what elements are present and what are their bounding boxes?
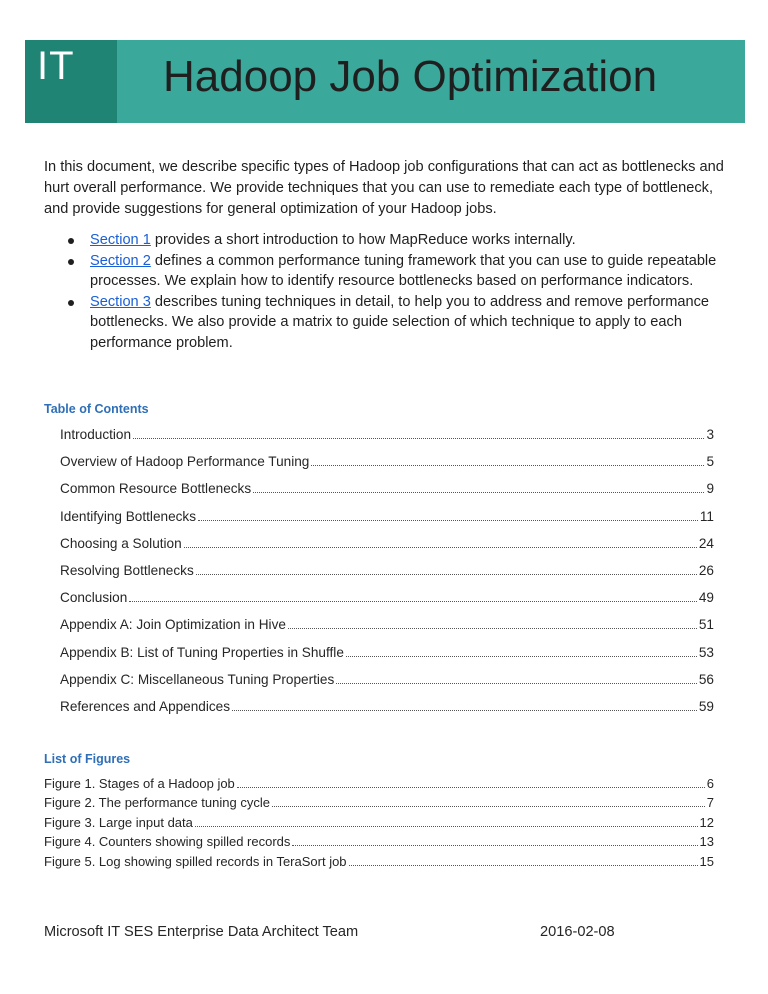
toc-entry-label: Introduction (60, 427, 132, 442)
figures-heading: List of Figures (44, 752, 131, 766)
toc-entry-page: 26 (698, 562, 714, 578)
figure-entry-page: 6 (706, 776, 714, 791)
dot-leader (133, 437, 704, 439)
bullet-dot-icon (68, 300, 74, 306)
toc-entry[interactable] (60, 536, 714, 563)
toc-entry-page: 53 (698, 644, 714, 660)
toc-entry-page: 11 (699, 508, 714, 524)
toc-entry[interactable] (60, 481, 714, 508)
section-3-link[interactable]: Section 3 (90, 293, 151, 310)
dot-leader (349, 864, 698, 866)
toc-entry-label: Common Resource Bottlenecks (60, 481, 252, 497)
toc-entry-label: Appendix B: List of Tuning Properties in Shuffle (60, 644, 344, 660)
dot-leader (288, 627, 697, 629)
toc-entry[interactable] (60, 645, 714, 672)
toc-entry-label: Resolving Bottlenecks (60, 562, 194, 578)
bullet-text: defines a common performance tuning framework that you can use to guide repeatable processes. We explain how to identify resource bottlenecks based on performance indicators. (90, 252, 717, 289)
toc-entry-label: Overview of Hadoop Performance Tuning (60, 454, 310, 470)
toc-entry[interactable] (60, 454, 714, 481)
bullet-section-2 (68, 251, 734, 292)
dot-leader (311, 464, 704, 466)
toc-entry-label: Appendix A: Join Optimization in Hive (60, 617, 286, 633)
figure-entry-page: 13 (699, 834, 714, 850)
figure-entry-page: 7 (706, 795, 714, 811)
toc-entry-page: 51 (698, 617, 714, 633)
figure-entry-label: Figure 1. Stages of a Hadoop job (44, 776, 235, 791)
figure-entry[interactable] (44, 795, 714, 814)
dot-leader (184, 546, 697, 548)
toc-entry[interactable] (60, 563, 714, 590)
section-2-link[interactable]: Section 2 (90, 252, 151, 269)
toc-entry-label: Identifying Bottlenecks (60, 508, 197, 524)
dot-leader (272, 805, 705, 807)
toc-entry-page: 5 (706, 454, 714, 470)
footer-date: 2016-02-08 (540, 924, 615, 940)
intro-paragraph: In this document, we describe specific types of Hadoop job configurations that can act as bottlenecks and hurt overall performance. We provide techniques that you can use to remediate each type of bottleneck, and provide suggestions for general optimization of your Hadoop jobs. (44, 159, 724, 217)
toc-entry-label: Conclusion (60, 590, 128, 606)
figure-entry[interactable] (44, 834, 714, 853)
toc-entry[interactable] (60, 509, 714, 536)
footer-team: Microsoft IT SES Enterprise Data Architect Team (44, 924, 359, 940)
it-badge-label: IT (37, 44, 75, 88)
toc-entry-page: 49 (698, 590, 714, 606)
dot-leader (346, 655, 697, 657)
bullet-section-3 (68, 292, 734, 354)
figure-entry-label: Figure 2. The performance tuning cycle (44, 795, 270, 811)
table-of-contents (60, 427, 714, 726)
toc-entry-page: 9 (706, 481, 714, 497)
document-title: Hadoop Job Optimization (163, 52, 658, 101)
toc-entry[interactable] (60, 427, 714, 454)
section-bullet-list (68, 230, 734, 353)
toc-entry-label: Choosing a Solution (60, 535, 182, 551)
figure-entry[interactable] (44, 815, 714, 834)
dot-leader (336, 682, 697, 684)
section-1-link[interactable]: Section 1 (90, 232, 151, 248)
dot-leader (237, 786, 705, 788)
dot-leader (253, 491, 704, 493)
dot-leader (195, 825, 698, 827)
figure-entry-label: Figure 3. Large input data (44, 814, 193, 830)
figure-entry-label: Figure 5. Log showing spilled records in TeraSort job (44, 853, 347, 869)
dot-leader (198, 519, 698, 521)
toc-entry-label: References and Appendices (60, 698, 231, 714)
toc-entry-page: 24 (698, 535, 714, 551)
dot-leader (196, 573, 697, 575)
figure-entry-page: 12 (699, 814, 714, 830)
dot-leader (292, 844, 697, 846)
toc-entry[interactable] (60, 617, 714, 644)
toc-entry-page: 56 (698, 671, 714, 687)
toc-entry[interactable] (60, 699, 714, 726)
dot-leader (129, 600, 697, 602)
toc-entry[interactable] (60, 672, 714, 699)
toc-entry-label: Appendix C: Miscellaneous Tuning Properties (60, 671, 335, 687)
bullet-dot-icon (68, 259, 74, 265)
bullet-section-1 (68, 230, 734, 251)
figure-entry-label: Figure 4. Counters showing spilled records (44, 834, 291, 850)
figure-entry-page: 15 (699, 853, 714, 869)
toc-entry-page: 59 (698, 698, 714, 714)
toc-entry[interactable] (60, 590, 714, 617)
figure-entry[interactable] (44, 854, 714, 873)
toc-heading: Table of Contents (44, 402, 149, 416)
bullet-text: describes tuning techniques in detail, to help you to address and remove performance bottlenecks. We also provide a matrix to guide selection of which technique to apply to each performance problem. (90, 293, 709, 351)
list-of-figures (44, 776, 714, 873)
toc-entry-page: 3 (706, 427, 714, 442)
figure-entry[interactable] (44, 776, 714, 795)
dot-leader (232, 709, 697, 711)
bullet-text: provides a short introduction to how MapReduce works internally. (150, 232, 576, 248)
bullet-dot-icon (68, 238, 74, 244)
